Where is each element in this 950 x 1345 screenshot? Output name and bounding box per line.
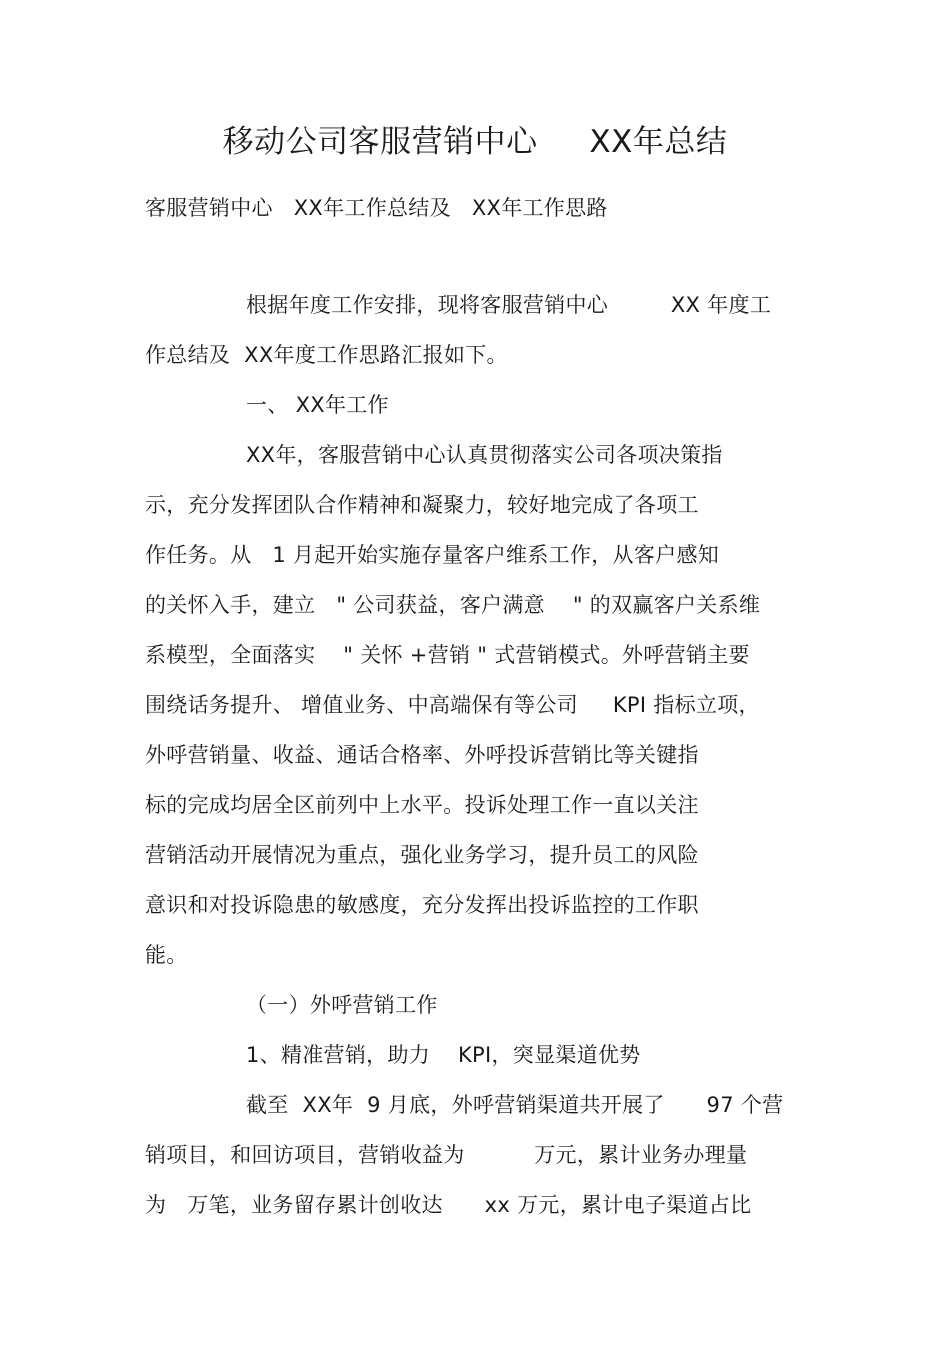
- paragraph-line: 为 万笔，业务留存累计创收达 xx 万元，累计电子渠道占比: [145, 1193, 752, 1217]
- paragraph-line: 能。: [145, 943, 188, 967]
- subsection-heading: （一）外呼营销工作: [246, 993, 438, 1017]
- paragraph-line: 作任务。从 1 月起开始实施存量客户维系工作，从客户感知: [145, 543, 720, 567]
- paragraph-line: 销项目，和回访项目，营销收益为 万元，累计业务办理量: [145, 1143, 748, 1167]
- paragraph-line: 的关怀入手，建立 " 公司获益，客户满意 " 的双赢客户关系维: [145, 593, 761, 617]
- item-heading: 1、精准营销，助力 KPI，突显渠道优势: [246, 1043, 641, 1067]
- paragraph-line: 外呼营销量、收益、通话合格率、外呼投诉营销比等关键指: [145, 743, 699, 767]
- paragraph-line: 标的完成均居全区前列中上水平。投诉处理工作一直以关注: [145, 793, 699, 817]
- paragraph-line: 截至 XX年 9 月底，外呼营销渠道共开展了 97 个营: [246, 1093, 784, 1117]
- paragraph-line: 作总结及 XX年度工作思路汇报如下。: [145, 343, 508, 367]
- section-heading: 一、 XX年工作: [246, 393, 389, 417]
- document-subtitle: 客服营销中心 XX年工作总结及 XX年工作思路: [145, 196, 608, 220]
- paragraph-line: 意识和对投诉隐患的敏感度，充分发挥出投诉监控的工作职: [145, 893, 699, 917]
- paragraph-line: 根据年度工作安排，现将客服营销中心 XX 年度工: [246, 293, 772, 317]
- document-title: 移动公司客服营销中心 XX年总结: [222, 124, 728, 160]
- paragraph-line: XX年，客服营销中心认真贯彻落实公司各项决策指: [246, 443, 723, 467]
- paragraph-line: 营销活动开展情况为重点，强化业务学习，提升员工的风险: [145, 843, 699, 867]
- paragraph-line: 示，充分发挥团队合作精神和凝聚力，较好地完成了各项工: [145, 493, 699, 517]
- paragraph-line: 系模型，全面落实 " 关怀 +营销 " 式营销模式。外呼营销主要: [145, 643, 750, 667]
- paragraph-line: 围绕话务提升、 增值业务、中高端保有等公司 KPI 指标立项，: [145, 693, 760, 717]
